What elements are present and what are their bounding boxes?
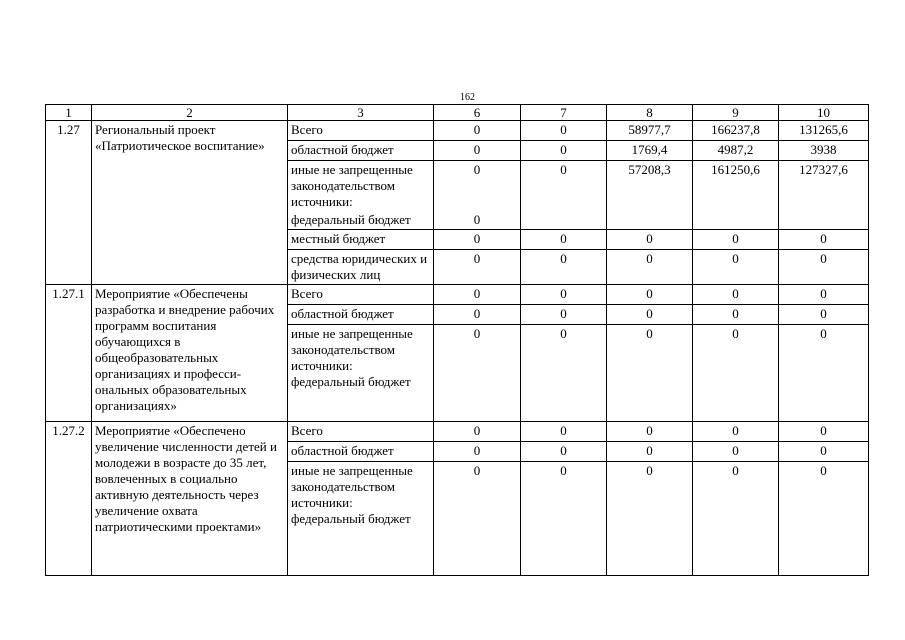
value-cell: 4987,2 — [693, 141, 779, 161]
value-cell: 0 — [434, 462, 521, 576]
value-cell: 0 — [779, 462, 869, 576]
value-cell: 3938 — [779, 141, 869, 161]
page-number: 162 — [460, 92, 475, 103]
row-label: Всего — [288, 121, 434, 141]
value-cell: 0 — [693, 422, 779, 442]
table-row — [46, 285, 869, 305]
row-label: федеральный бюджет — [291, 212, 411, 227]
value-cell: 57208,3 — [607, 161, 693, 230]
value-cell: 0 — [521, 161, 607, 230]
value-cell: 0 — [434, 230, 521, 250]
value-cell: 0 — [521, 422, 607, 442]
value-cell: 0 — [521, 250, 607, 285]
value-cell: 0 — [521, 141, 607, 161]
value-cell: 0 — [607, 305, 693, 325]
value-cell: 1769,4 — [607, 141, 693, 161]
header-cell: 10 — [779, 105, 869, 121]
value-cell: 0 — [607, 325, 693, 422]
section-code: 1.27.1 — [46, 285, 92, 422]
table-row — [46, 422, 869, 442]
value-cell: 0 — [607, 462, 693, 576]
value-cell: 161250,6 — [693, 161, 779, 230]
section-code: 1.27 — [46, 121, 92, 285]
row-label: иные не запрещенные законодательством источники: — [291, 326, 413, 373]
row-label: областной бюджет — [288, 141, 434, 161]
value-cell: 0 — [779, 305, 869, 325]
row-label: Всего — [288, 422, 434, 442]
value-cell: 0 — [779, 230, 869, 250]
value-cell: 0 — [779, 442, 869, 462]
value-cell: 0 — [779, 422, 869, 442]
header-cell: 1 — [46, 105, 92, 121]
header-cell: 2 — [92, 105, 288, 121]
value-cell: 0 — [434, 305, 521, 325]
value-cell: 0 — [434, 250, 521, 285]
value-cell: 58977,7 — [607, 121, 693, 141]
value-text: 0 — [473, 162, 481, 177]
value-cell: 166237,8 — [693, 121, 779, 141]
value-cell: 0 — [607, 285, 693, 305]
section-name: Мероприятие «Обеспечены разработка и внедрение рабочих программ воспитания обучающихся в общеобразовательных организациях и професси-ональных образовательных организациях» — [92, 285, 288, 422]
value-cell: 0 — [607, 230, 693, 250]
value-cell: 0 — [693, 285, 779, 305]
value-cell: 0 — [607, 442, 693, 462]
row-label: местный бюджет — [288, 230, 434, 250]
value-cell: 0 — [434, 141, 521, 161]
header-cell: 8 — [607, 105, 693, 121]
budget-table — [45, 104, 869, 576]
value-cell: 0 — [521, 121, 607, 141]
value-cell: 0 — [434, 285, 521, 305]
header-cell: 6 — [434, 105, 521, 121]
value-cell: 0 — [693, 305, 779, 325]
value-cell: 0 — [434, 422, 521, 442]
value-cell: 0 — [693, 230, 779, 250]
value-cell — [434, 161, 521, 230]
other-sources-cell — [288, 325, 434, 422]
header-cell: 3 — [288, 105, 434, 121]
value-cell: 0 — [521, 442, 607, 462]
value-cell: 0 — [607, 422, 693, 442]
row-label: иные не запрещенные законодательством источники: — [291, 162, 413, 209]
value-text: 0 — [473, 212, 481, 227]
value-cell: 0 — [521, 325, 607, 422]
value-cell: 0 — [779, 285, 869, 305]
value-cell: 0 — [779, 250, 869, 285]
row-label: Всего — [288, 285, 434, 305]
row-label: федеральный бюджет — [291, 511, 411, 526]
row-label: федеральный бюджет — [291, 374, 411, 389]
value-cell: 0 — [434, 325, 521, 422]
header-row — [46, 105, 869, 121]
header-cell: 7 — [521, 105, 607, 121]
value-cell: 0 — [521, 305, 607, 325]
table-row — [46, 121, 869, 141]
section-name: Региональный проект «Патриотическое воспитание» — [92, 121, 288, 285]
value-cell: 131265,6 — [779, 121, 869, 141]
value-cell: 0 — [434, 442, 521, 462]
value-cell: 0 — [607, 250, 693, 285]
header-cell: 9 — [693, 105, 779, 121]
row-label: областной бюджет — [288, 305, 434, 325]
value-cell: 0 — [521, 230, 607, 250]
value-cell: 0 — [521, 285, 607, 305]
other-sources-cell — [288, 462, 434, 576]
other-sources-cell — [288, 161, 434, 230]
value-cell: 0 — [693, 462, 779, 576]
section-code: 1.27.2 — [46, 422, 92, 576]
value-cell: 0 — [693, 442, 779, 462]
section-name: Мероприятие «Обеспечено увеличение численности детей и молодежи в возрасте до 35 лет, вовлеченных в социально активную деятельность через увеличение охвата патриотическими проектами» — [92, 422, 288, 576]
value-cell: 0 — [521, 462, 607, 576]
row-label: иные не запрещенные законодательством источники: — [291, 463, 413, 510]
row-label: средства юридических и физических лиц — [288, 250, 434, 285]
value-cell: 127327,6 — [779, 161, 869, 230]
value-cell: 0 — [434, 121, 521, 141]
value-cell: 0 — [693, 250, 779, 285]
value-cell: 0 — [779, 325, 869, 422]
value-cell: 0 — [693, 325, 779, 422]
row-label: областной бюджет — [288, 442, 434, 462]
